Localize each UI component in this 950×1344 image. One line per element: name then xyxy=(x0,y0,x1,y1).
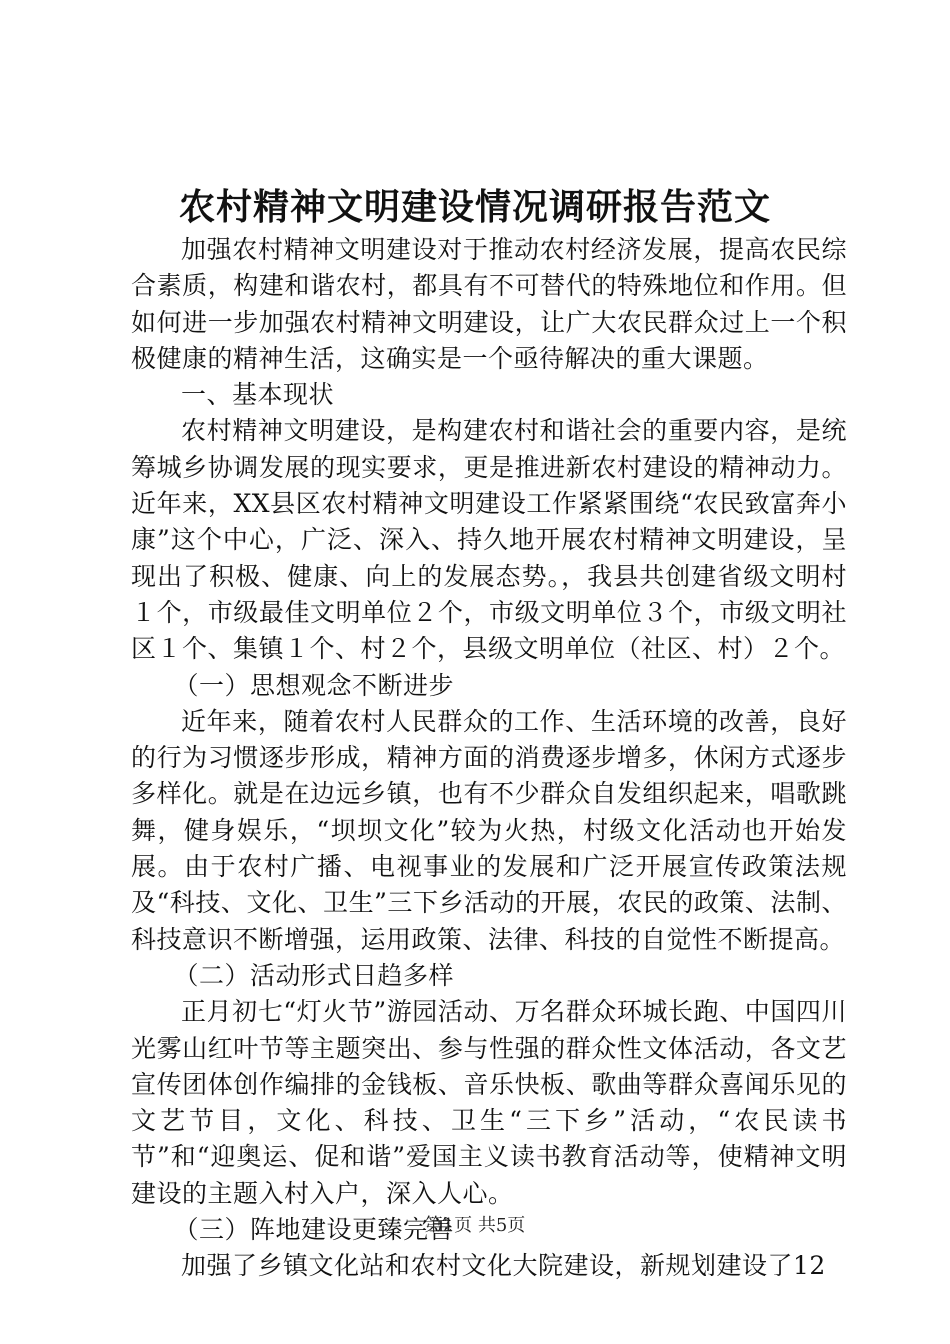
page-number-footer: 第1页 共5页 xyxy=(424,1215,526,1236)
section-paragraph-basic-status: 农村精神文明建设，是构建农村和谐社会的重要内容，是统筹城乡协调发展的现实要求，更是推进新农村建设的精神动力。近年来，XX县区农村精神文明建设工作紧紧围绕“农民致富奔小康”这个中心，广泛、深入、持久地开展农村精神文明建设，呈现出了积极、健康、向上的发展态势。，我县共创建省级文明村１个，市级最佳文明单位２个，市级文明单位３个，市级文明社区１个、集镇１个、村２个，县级文明单位（社区、村）２个。 xyxy=(131,416,847,664)
subsection-paragraph-1: 近年来，随着农村人民群众的工作、生活环境的改善，良好的行为习惯逐步形成，精神方面的消费逐步增多，休闲方式逐步多样化。就是在边远乡镇，也有不少群众自发组织起来，唱歌跳舞，健身娱乐，“坝坝文化”较为火热，村级文化活动也开始发展。由于农村广播、电视事业的发展和广泛开展宣传政策法规及“科技、文化、卫生”三下乡活动的开展，农民的政策、法制、科技意识不断增强，运用政策、法律、科技的自觉性不断提高。 xyxy=(131,706,847,954)
subsection-paragraph-3: 加强了乡镇文化站和农村文化大院建设，新规划建设了12 xyxy=(181,1251,826,1281)
subsection-heading-2: （二）活动形式日趋多样 xyxy=(173,960,455,990)
subsection-paragraph-2: 正月初七“灯火节”游园活动、万名群众环城长跑、中国四川光雾山红叶节等主题突出、参与性强的群众性文体活动，各文艺宣传团体创作编排的金钱板、音乐快板、歌曲等群众喜闻乐见的文艺节目，文化、科技、卫生“三下乡”活动，“农民读书节”和“迎奥运、促和谐”爱国主义读书教育活动等，使精神文明建设的主题入村入户，深入人心。 xyxy=(131,997,847,1208)
document-body xyxy=(131,232,847,1285)
intro-paragraph: 加强农村精神文明建设对于推动农村经济发展，提高农民综合素质，构建和谐农村，都具有不可替代的特殊地位和作用。但如何进一步加强农村精神文明建设，让广大农民群众过上一个积极健康的精神生活，这确实是一个亟待解决的重大课题。 xyxy=(131,235,847,373)
section-heading-basic-status: 一、基本现状 xyxy=(181,380,335,410)
subsection-heading-3: （三）阵地建设更臻完善 xyxy=(173,1215,455,1245)
subsection-heading-1: （一）思想观念不断进步 xyxy=(173,670,455,700)
document-title: 农村精神文明建设情况调研报告范文 xyxy=(178,186,771,228)
